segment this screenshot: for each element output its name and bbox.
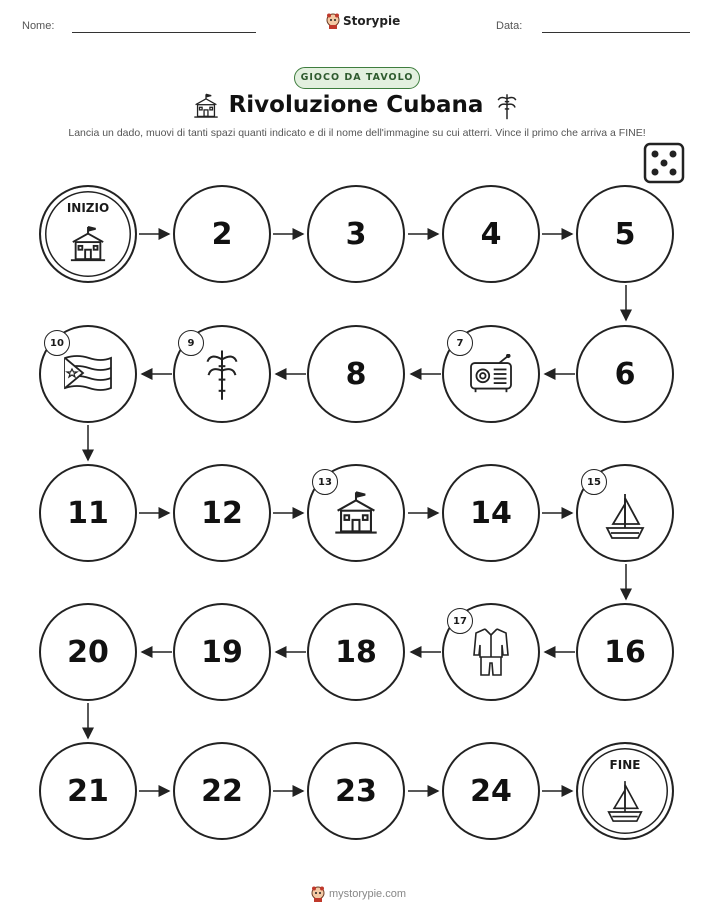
space-16 <box>576 603 674 701</box>
space-4 <box>442 185 540 283</box>
suit-icon <box>471 625 511 679</box>
space-tag: 13 <box>312 469 338 495</box>
space-number: 6 <box>614 356 636 392</box>
footer <box>311 886 406 902</box>
school-icon <box>333 490 379 536</box>
space-number: 20 <box>67 634 109 670</box>
space-3 <box>307 185 405 283</box>
flag-icon <box>61 352 115 396</box>
space-23 <box>307 742 405 840</box>
space-22 <box>173 742 271 840</box>
space-finish <box>576 742 674 840</box>
boat-icon <box>605 779 645 825</box>
instructions: Lancia un dado, muovi di tanti spazi quanti indicato e di il nome dell'immagine su cui atterri. Vince il primo che arriva a FINE! <box>68 127 646 139</box>
space-number: 18 <box>335 634 377 670</box>
space-24 <box>442 742 540 840</box>
space-label: FINE <box>609 758 641 772</box>
space-number: 14 <box>470 495 512 531</box>
name-label: Nome: <box>22 20 55 32</box>
space-tag: 17 <box>447 608 473 634</box>
space-2 <box>173 185 271 283</box>
space-tag: 7 <box>447 330 473 356</box>
space-number: 16 <box>604 634 646 670</box>
space-number: 4 <box>480 216 502 252</box>
space-5 <box>576 185 674 283</box>
brand-name: Storypie <box>343 14 401 28</box>
space-number: 24 <box>470 773 512 809</box>
space-number: 5 <box>614 216 636 252</box>
space-number: 3 <box>345 216 367 252</box>
space-number: 12 <box>201 495 243 531</box>
space-tag: 9 <box>178 330 204 356</box>
space-number: 22 <box>201 773 243 809</box>
storypie-mascot-icon <box>311 886 325 902</box>
space-6 <box>576 325 674 423</box>
category-badge: GIOCO DA TAVOLO <box>294 67 420 89</box>
school-icon <box>69 225 107 263</box>
space-18 <box>307 603 405 701</box>
space-number: 19 <box>201 634 243 670</box>
space-start <box>39 185 137 283</box>
date-label: Data: <box>496 20 523 32</box>
space-12 <box>173 464 271 562</box>
space-tag: 15 <box>581 469 607 495</box>
footer-url[interactable]: mystorypie.com <box>329 888 407 900</box>
space-number: 23 <box>335 773 377 809</box>
space-number: 2 <box>211 216 233 252</box>
boat-icon <box>603 492 647 542</box>
space-number: 21 <box>67 773 109 809</box>
sugarcane-icon <box>205 346 239 402</box>
page-title: Rivoluzione Cubana <box>228 92 484 118</box>
space-21 <box>39 742 137 840</box>
space-8 <box>307 325 405 423</box>
space-number: 11 <box>67 495 109 531</box>
space-14 <box>442 464 540 562</box>
space-11 <box>39 464 137 562</box>
space-tag: 10 <box>44 330 70 356</box>
space-19 <box>173 603 271 701</box>
space-number: 8 <box>345 356 367 392</box>
space-20 <box>39 603 137 701</box>
space-label: INIZIO <box>66 201 110 215</box>
radio-icon <box>468 354 514 394</box>
